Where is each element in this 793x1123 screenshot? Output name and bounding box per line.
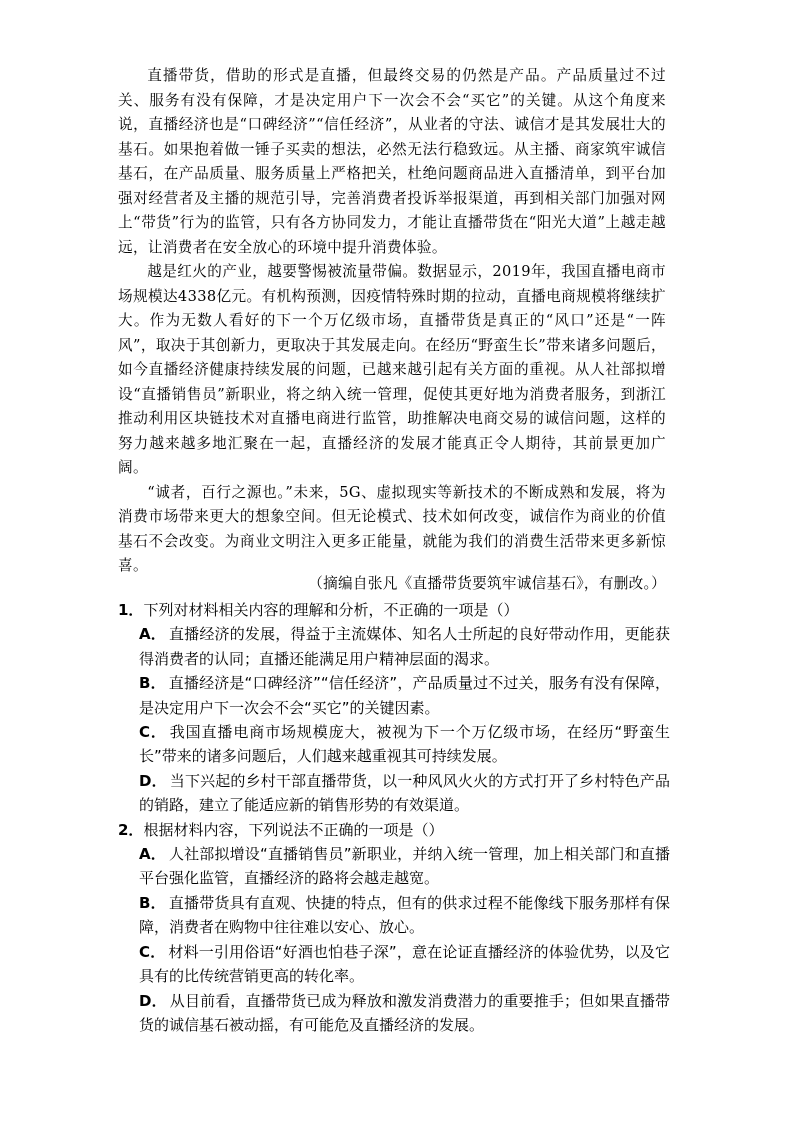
option-a	[118, 622, 670, 671]
option-text: 从目前看，直播带货已成为释放和激发消费潜力的重要推手；但如果直播带货的诚信基石被动摇，有可能危及直播经济的发展。	[139, 991, 670, 1034]
option-letter: B．	[139, 674, 166, 693]
question-text: 根据材料内容，下列说法不正确的一项是（）	[143, 820, 444, 839]
option-text: 直播带货具有直观、快捷的特点，但有的供求过程不能像线下服务那样有保障，消费者在购物中往往难以安心、放心。	[139, 893, 670, 937]
question-stem	[118, 818, 670, 842]
option-letter: B．	[139, 893, 166, 912]
question-2	[118, 818, 670, 1038]
option-c	[118, 720, 670, 769]
question-text: 下列对材料相关内容的理解和分析，不正确的一项是（）	[143, 601, 519, 619]
option-letter: D．	[139, 991, 167, 1010]
passage-paragraph-2: 越是红火的产业，越要警惕被流量带偏。数据显示，2019年，我国直播电商市场规模达4338亿元。有机构预测，因疫情特殊时期的拉动，直播电商规模将继续扩大。作为无数人看好的下一个万亿级市场，直播带货是真正的“风口”还是“一阵风”，取决于其创新力，更取决于其发展走向。在经历“野蛮生长”带来诸多问题后，如今直播经济健康持续发展的问题，已越来越引起有关方面的重视。从人社部拟增设“直播销售员”新职业，将之纳入统一管理，促使其更好地为消费者服务，到浙江推动利用区块链技术对直播电商进行监管，助推解决电商交易的诚信问题，这样的努力越来越多地汇聚在一起，直播经济的发展才能真正令人期待，其前景更加广阔。	[118, 263, 666, 476]
question-number: 2．	[118, 820, 144, 839]
question-stem	[118, 598, 670, 622]
option-letter: A．	[139, 845, 166, 864]
option-text: 我国直播电商市场规模庞大，被视为下一个万亿级市场，在经历“野蛮生长”带来的诸多问题后，人们越来越重视其可持续发展。	[139, 723, 670, 766]
option-letter: C．	[139, 723, 167, 742]
option-a	[118, 842, 670, 891]
question-1	[118, 598, 670, 818]
option-d	[118, 769, 670, 818]
question-number: 1．	[118, 601, 144, 619]
option-text: 材料一引用俗语“好酒也怕巷子深”，意在论证直播经济的体验优势，以及它具有的比传统营销更高的转化率。	[139, 942, 671, 986]
option-letter: D．	[139, 771, 167, 790]
option-c	[118, 940, 670, 989]
option-text: 直播经济的发展，得益于主流媒体、知名人士所起的良好带动作用，更能获得消费者的认同；直播还能满足用户精神层面的渴求。	[139, 625, 670, 668]
option-d	[118, 989, 670, 1038]
question-list	[118, 598, 670, 1037]
passage-paragraph-3: “诚者，百行之源也。”未来，5G、虚拟现实等新技术的不断成熟和发展，将为消费市场带来更大的想象空间。但无论模式、技术如何改变，诚信作为商业的价值基石不会改变。为商业文明注入更多正能量，就能为我们的消费生活带来更多新惊喜。	[118, 483, 666, 574]
option-b	[118, 671, 670, 720]
option-b	[118, 891, 670, 940]
option-text: 当下兴起的乡村干部直播带货，以一种风风火火的方式打开了乡村特色产品的销路，建立了能适应新的销售形势的有效渠道。	[139, 771, 670, 815]
passage-paragraph-1: 直播带货，借助的形式是直播，但最终交易的仍然是产品。产品质量过不过关、服务有没有保障，才是决定用户下一次会不会“买它”的关键。从这个角度来说，直播经济也是“口碑经济”“信任经济”，从业者的守法、诚信才是其发展壮大的基石。如果抱着做一锤子买卖的想法，必然无法行稳致远。从主播、商家筑牢诚信基石，在产品质量、服务质量上严格把关，杜绝问题商品进入直播清单，到平台加强对经营者及主播的规范引导，完善消费者投诉举报渠道，再到相关部门加强对网上“带货”行为的监管，只有各方协同发力，才能让直播带货在“阳光大道”上越走越远，让消费者在安全放心的环境中提升消费体验。	[118, 67, 666, 256]
option-letter: A．	[139, 625, 166, 644]
option-letter: C．	[139, 942, 166, 961]
passage-source-note: （摘编自张凡《直播带货要筑牢诚信基石》，有删改。）	[308, 575, 666, 592]
option-text: 直播经济是“口碑经济”“信任经济”，产品质量过不过关，服务有没有保障，是决定用户下一次会不会“买它”的关键因素。	[139, 674, 670, 717]
option-text: 人社部拟增设“直播销售员”新职业，并纳入统一管理，加上相关部门和直播平台强化监管，直播经济的路将会越走越宽。	[139, 845, 671, 888]
reading-passage	[118, 64, 666, 579]
